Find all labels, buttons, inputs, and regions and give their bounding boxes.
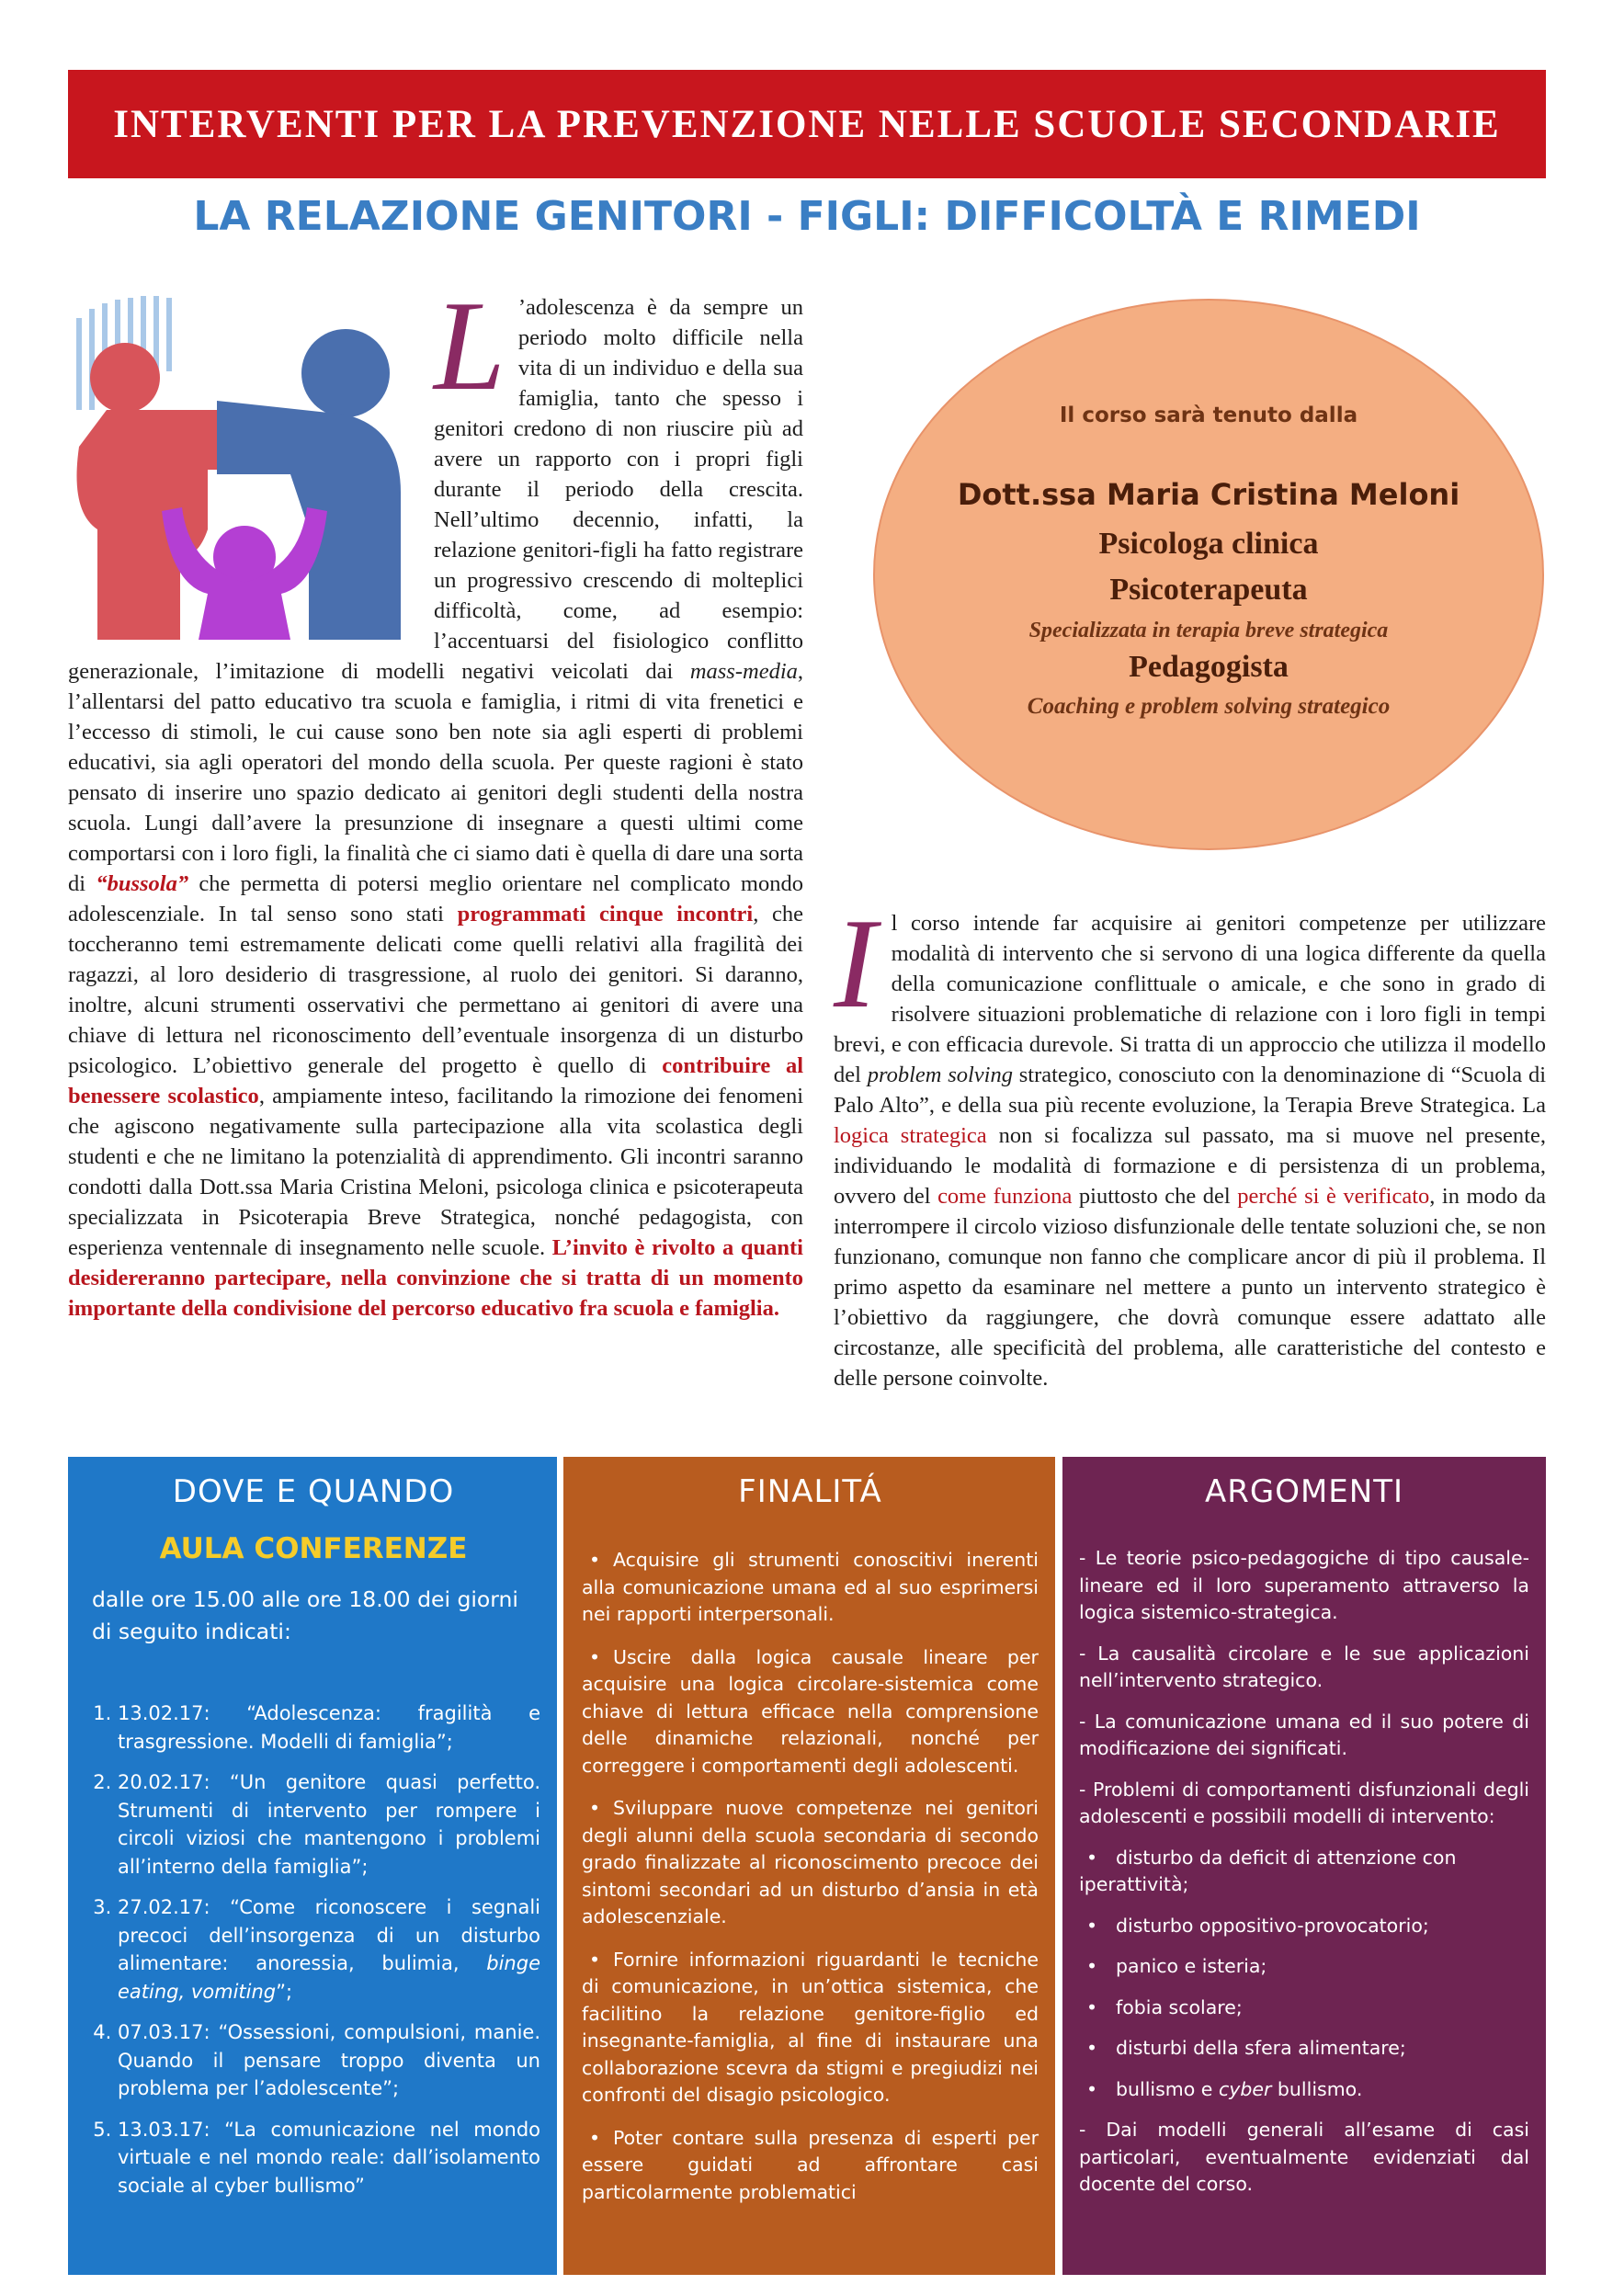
header-banner bbox=[68, 70, 1546, 178]
topic-paragraph: - Problemi di comportamenti disfunzionali degli adolescenti e possibili modelli di intervento: bbox=[1079, 1778, 1529, 1827]
panel-finalita bbox=[563, 1457, 1055, 2275]
schedule-item: 5. 13.03.17: “La comunicazione nel mondo virtuale e nel mondo reale: dall’isolamento sociale al cyber bullismo” bbox=[118, 2116, 540, 2200]
schedule-ital: binge eating, vomiting bbox=[118, 1952, 540, 2003]
intro-text: ’adolescenza è da sempre un periodo molto difficile nella vita di un individuo e della sua famiglia, tanto che spesso i genitori credono di non riuscire più ad avere un rapporto con i propri figli durante il periodo della crescita. Nell’ultimo decennio, infatti, la relazione genitori-figli ha fatto registrare un progressivo crescendo di molteplici difficoltà, come, ad esempio: l’accentuarsi del fisiologico conflitto generazionale, l’imitazione di modelli negativi veicolati dai bbox=[68, 295, 803, 684]
topic-paragraph: - La causalità circolare e le sue applicazioni nell’intervento strategico. bbox=[1079, 1642, 1529, 1691]
intro-invito: L’invito è rivolto a quanti desidereranno partecipare, nella convinzione che si tratta di un momento importante della condivisione del percorso educativo fra scuola e famiglia. bbox=[68, 1235, 803, 1321]
illustration-space bbox=[68, 292, 423, 645]
intro-text: , ampiamente inteso, facilitando la rimozione dei fenomeni che agiscono negativamente sulla partecipazione alla vita scolastica degli studenti e che ne limitano la potenzialità di apprendimento. Gli incontri saranno condotti dalla Dott.ssa Maria Cristina Meloni, psicologa clinica e psicoterapeuta specializzata in Psicoterapia Breve Strategica, nonché pedagogista, con esperienza ventennale di insegnamento nelle scuole. bbox=[68, 1084, 804, 1260]
intro-programmati: programmati cinque incontri bbox=[457, 902, 754, 926]
instructor-name: Dott.ssa Maria Cristina Meloni bbox=[957, 477, 1460, 512]
page-subtitle: LA RELAZIONE GENITORI - FIGLI: DIFFICOLTÀ E RIMEDI bbox=[193, 193, 1421, 240]
topic-ital: cyber bbox=[1218, 2077, 1272, 2100]
schedule-list bbox=[86, 1699, 540, 2199]
course-text: strategico, conosciuto con la denominazione di “Scuola di Palo Alto”, e della sua più recente evoluzione, la Terapia Breve Strategica. La bbox=[834, 1063, 1547, 1118]
course-text: non si focalizza sul passato, ma si muove nel presente, individuando le modalità di formazione e di persistenza di un problema, ovvero del bbox=[834, 1123, 1546, 1209]
panel-dove-quando bbox=[68, 1457, 557, 2275]
instructor-coaching: Coaching e problem solving strategico bbox=[1027, 694, 1391, 719]
goal-item: • Fornire informazioni riguardanti le tecniche di comunicazione, in un’ottica sistemica, che facilitino la relazione genitore-figlio ed insegnante-famiglia, al fine di instaurare una collaborazione scevra da stigmi e pregiudizi nei confronti del disagio psicologico. bbox=[582, 1947, 1039, 2109]
instructor-title: Pedagogista bbox=[1129, 650, 1289, 684]
topic-text: bullismo e bbox=[1116, 2077, 1219, 2100]
topic-item: • fobia scolare; bbox=[1079, 1995, 1529, 2022]
topic-text: bullismo. bbox=[1271, 2077, 1363, 2100]
schedule-item: 2. 20.02.17: “Un genitore quasi perfetto. Strumenti di intervento per rompere i circoli viziosi che mantengono i problemi all’interno della famiglia”; bbox=[118, 1768, 540, 1881]
panel-title: DOVE E QUANDO bbox=[172, 1473, 455, 1510]
panel-argomenti bbox=[1062, 1457, 1546, 2275]
course-logica-strategica: logica strategica bbox=[834, 1123, 987, 1148]
topic-item: • panico e isteria; bbox=[1079, 1953, 1529, 1981]
course-text: piuttosto che del bbox=[1072, 1184, 1238, 1209]
intro-text: , che toccheranno temi estremamente delicati come quelli relativi alla fragilità dei ragazzi, al loro desiderio di trasgressione, al ruolo dei genitori. Si daranno, inoltre, alcuni strumenti osservativi che permettano ai genitori di avere una chiave di lettura nel riconoscimento dell’eventuale insorgenza di un disturbo psicologico. L’obiettivo generale del progetto è quello di bbox=[68, 902, 804, 1078]
topic-paragraph: - Dai modelli generali all’esame di casi particolari, eventualmente evidenziati dal docente del corso. bbox=[1079, 2119, 1529, 2195]
instructor-oval bbox=[873, 299, 1544, 850]
topic-item: • disturbi della sfera alimentare; bbox=[1079, 2035, 1529, 2063]
course-problem-solving: problem solving bbox=[867, 1063, 1013, 1087]
schedule-item: 1. 13.02.17: “Adolescenza: fragilità e trasgressione. Modelli di famiglia”; bbox=[118, 1699, 540, 1756]
instructor-title: Psicoterapeuta bbox=[1109, 573, 1308, 607]
venue-name: AULA CONFERENZE bbox=[159, 1532, 468, 1565]
instructor-intro: Il corso sarà tenuto dalla bbox=[1059, 404, 1358, 427]
intro-text: che permetta di potersi meglio orientare nel complicato mondo adolescenziale. In tal senso sono stati bbox=[68, 871, 803, 926]
course-dropcap: I bbox=[834, 892, 877, 1035]
goal-item: • Uscire dalla logica causale lineare per acquisire una logica circolare-sistemica come chiave di lettura efficace nella comprensione delle dinamiche relazionali, nonché per correggere i comportamenti degli adolescenti. bbox=[582, 1644, 1039, 1780]
topic-item: • disturbo da deficit di attenzione con iperattività; bbox=[1079, 1845, 1529, 1899]
course-text: l corso intende far acquisire ai genitori competenze per utilizzare modalità di intervento che si servono di una logica differente da quella della comunicazione conflittuale o amicale, e che sono in grado di risolvere situazioni problematiche di relazione con i loro figli in tempi brevi, e con efficacia durevole. Si tratta di un approccio che utilizza il modello del bbox=[834, 911, 1546, 1087]
intro-text: , l’allentarsi del patto educativo tra scuola e famiglia, i ritmi di vita frenetici e l’eccesso di stimoli, le cui cause sono ben note sia agli esperti di problemi educativi, sia agli operatori del mondo della scuola. Per queste ragioni è stato pensato di inserire uno spazio dedicato ai genitori degli studenti della nostra scuola. Lungi dall’avere la presunzione di insegnare a questi ultimi come comportarsi con i loro figli, la finalità che ci siamo dati è quella di dare una sorta di bbox=[68, 659, 803, 896]
instructor-title: Psicologa clinica bbox=[1098, 527, 1319, 561]
schedule-item bbox=[118, 1893, 540, 2006]
goal-item: • Sviluppare nuove competenze nei genitori degli alunni della scuola secondaria di secondo grado finalizzate al riconoscimento precoce dei sintomi secondari ad un disturbo d’ansia in età adolescenziale. bbox=[582, 1795, 1039, 1931]
course-come-funziona: come funziona bbox=[937, 1184, 1073, 1209]
schedule-text: 27.02.17: “Come riconoscere i segnali precoci dell’insorgenza di un disturbo alimentare: anoressia, bulimia, bbox=[118, 1896, 540, 1974]
topic-item bbox=[1079, 2076, 1529, 2104]
topic-paragraph: - La comunicazione umana ed il suo potere di modificazione dei significati. bbox=[1079, 1710, 1529, 1759]
panel-title: FINALITÁ bbox=[738, 1473, 882, 1510]
course-description bbox=[834, 892, 1547, 1393]
intro-mass-media: mass-media bbox=[689, 659, 798, 684]
schedule-text: ”; bbox=[276, 1980, 293, 2003]
topic-item: • disturbo oppositivo-provocatorio; bbox=[1079, 1913, 1529, 1940]
schedule-intro: dalle ore 15.00 alle ore 18.00 dei giorni di seguito indicati: bbox=[92, 1586, 518, 1644]
intro-contribuire: contribuire al benessere scolastico bbox=[68, 1053, 803, 1108]
goal-item: • Poter contare sulla presenza di esperti per essere guidati ad affrontare casi particolarmente problematici bbox=[582, 2125, 1039, 2207]
panel-title: ARGOMENTI bbox=[1204, 1473, 1404, 1510]
goal-item: • Acquisire gli strumenti conoscitivi inerenti alla comunicazione umana ed al suo esprimersi nei rapporti interpersonali. bbox=[582, 1547, 1039, 1629]
page-title: INTERVENTI PER LA PREVENZIONE NELLE SCUOLE SECONDARIE bbox=[113, 102, 1501, 146]
topics-body bbox=[1079, 1545, 1529, 2199]
intro-bussola: “bussola” bbox=[96, 871, 189, 896]
instructor-specialization: Specializzata in terapia breve strategica bbox=[1028, 619, 1389, 642]
topic-paragraph: - Le teorie psico-pedagogiche di tipo causale-lineare ed il loro superamento attraverso la logica sistemico-strategica. bbox=[1079, 1547, 1529, 1623]
intro-article bbox=[68, 275, 804, 1324]
course-text: , in modo da interrompere il circolo vizioso disfunzionale delle tentate soluzioni che, se non funzionano, comunque non fanno che complicare ancor di più il problema. Il primo aspetto da esaminare nel mettere a punto un intervento strategico è l’obiettivo da raggiungere, che dovrà comunque essere adattato alle circostanze, alle specificità del problema, alle caratteristiche del contesto e delle persone coinvolte. bbox=[834, 1184, 1547, 1391]
topics-list bbox=[1079, 1845, 1529, 2104]
course-perche: perché si è verificato bbox=[1237, 1184, 1430, 1209]
goals-list bbox=[582, 1547, 1039, 2206]
schedule-item: 4. 07.03.17: “Ossessioni, compulsioni, manie. Quando il pensare troppo diventa un problema per l’adolescente”; bbox=[118, 2018, 540, 2103]
intro-dropcap: L bbox=[434, 275, 505, 417]
